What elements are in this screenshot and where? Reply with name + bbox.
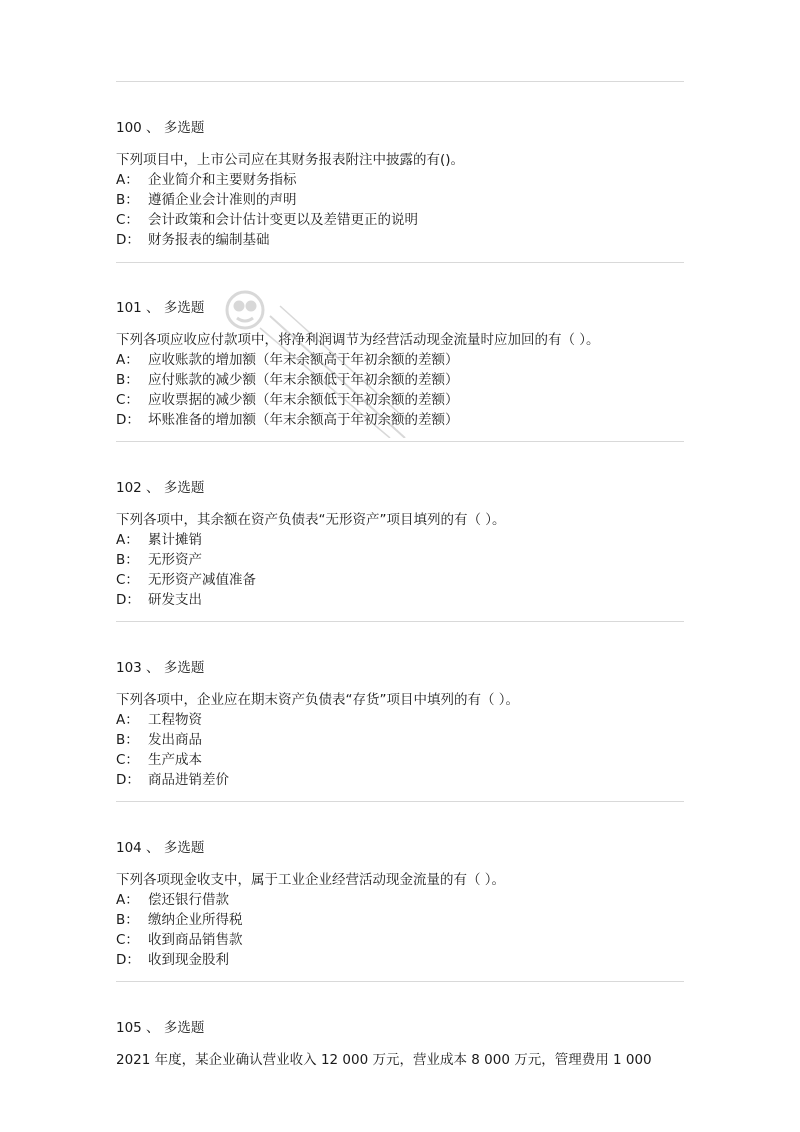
option-text: 应收票据的减少额（年末余额低于年初余额的差额） <box>148 392 459 408</box>
separator-line <box>116 621 684 622</box>
option-text: 累计摊销 <box>148 532 202 548</box>
option-text: 应付账款的减少额（年末余额低于年初余额的差额） <box>148 372 459 388</box>
option-d <box>116 230 686 250</box>
option-text: 无形资产减值准备 <box>148 572 256 588</box>
option-letter: C： <box>116 932 139 948</box>
option-d <box>116 770 686 790</box>
option-b <box>116 730 686 750</box>
option-text: 发出商品 <box>148 732 202 748</box>
option-letter: A： <box>116 352 139 368</box>
question-header: 103 、 多选题 <box>116 660 205 676</box>
option-letter: D： <box>116 772 140 788</box>
option-b <box>116 550 686 570</box>
option-d <box>116 410 686 430</box>
question-stem: 2021 年度，某企业确认营业收入 12 000 万元，营业成本 8 000 万元，管理费用 1 000 <box>116 1052 652 1068</box>
option-letter: A： <box>116 712 139 728</box>
option-a <box>116 530 686 550</box>
question-stem: 下列项目中，上市公司应在其财务报表附注中披露的有()。 <box>116 152 465 168</box>
option-d <box>116 950 686 970</box>
option-letter: C： <box>116 752 139 768</box>
question-header: 100 、 多选题 <box>116 120 205 136</box>
option-text: 缴纳企业所得税 <box>148 912 243 928</box>
option-text: 坏账准备的增加额（年末余额高于年初余额的差额） <box>148 412 459 428</box>
option-a <box>116 170 686 190</box>
option-letter: D： <box>116 412 140 428</box>
question-102 <box>116 478 686 610</box>
option-text: 研发支出 <box>148 592 202 608</box>
separator-line <box>116 441 684 442</box>
separator-line <box>116 81 684 82</box>
option-letter: D： <box>116 232 140 248</box>
option-text: 企业简介和主要财务指标 <box>148 172 297 188</box>
separator-line <box>116 801 684 802</box>
option-text: 财务报表的编制基础 <box>148 232 270 248</box>
option-text: 偿还银行借款 <box>148 892 229 908</box>
question-stem: 下列各项现金收支中，属于工业企业经营活动现金流量的有（ ）。 <box>116 872 506 888</box>
question-stem: 下列各项中，其余额在资产负债表“无形资产”项目填列的有（ ）。 <box>116 512 506 528</box>
question-header: 105 、 多选题 <box>116 1020 205 1036</box>
option-c <box>116 210 686 230</box>
option-letter: C： <box>116 392 139 408</box>
question-104 <box>116 838 686 970</box>
option-a <box>116 350 686 370</box>
separator-line <box>116 981 684 982</box>
option-letter: B： <box>116 732 139 748</box>
option-letter: B： <box>116 552 139 568</box>
option-text: 遵循企业会计准则的声明 <box>148 192 297 208</box>
question-101 <box>116 298 686 430</box>
separator-line <box>116 262 684 263</box>
question-header: 102 、 多选题 <box>116 480 205 496</box>
option-b <box>116 910 686 930</box>
question-stem: 下列各项中，企业应在期末资产负债表“存货”项目中填列的有（ ）。 <box>116 692 520 708</box>
option-letter: A： <box>116 172 139 188</box>
option-text: 收到商品销售款 <box>148 932 243 948</box>
option-a <box>116 890 686 910</box>
option-c <box>116 390 686 410</box>
option-letter: A： <box>116 892 139 908</box>
option-text: 会计政策和会计估计变更以及差错更正的说明 <box>148 212 418 228</box>
option-text: 工程物资 <box>148 712 202 728</box>
option-a <box>116 710 686 730</box>
option-text: 生产成本 <box>148 752 202 768</box>
option-letter: B： <box>116 192 139 208</box>
option-text: 商品进销差价 <box>148 772 229 788</box>
option-b <box>116 190 686 210</box>
option-c <box>116 930 686 950</box>
option-letter: C： <box>116 212 139 228</box>
option-letter: B： <box>116 372 139 388</box>
option-text: 应收账款的增加额（年末余额高于年初余额的差额） <box>148 352 459 368</box>
option-letter: A： <box>116 532 139 548</box>
option-c <box>116 750 686 770</box>
question-100 <box>116 118 686 250</box>
option-letter: D： <box>116 952 140 968</box>
option-letter: B： <box>116 912 139 928</box>
option-c <box>116 570 686 590</box>
option-b <box>116 370 686 390</box>
option-d <box>116 590 686 610</box>
question-header: 101 、 多选题 <box>116 300 205 316</box>
question-103 <box>116 658 686 790</box>
option-letter: C： <box>116 572 139 588</box>
option-letter: D： <box>116 592 140 608</box>
question-stem: 下列各项应收应付款项中，将净利润调节为经营活动现金流量时应加回的有（ ）。 <box>116 332 600 348</box>
option-text: 收到现金股利 <box>148 952 229 968</box>
question-header: 104 、 多选题 <box>116 840 205 856</box>
question-105 <box>116 1018 686 1070</box>
option-text: 无形资产 <box>148 552 202 568</box>
